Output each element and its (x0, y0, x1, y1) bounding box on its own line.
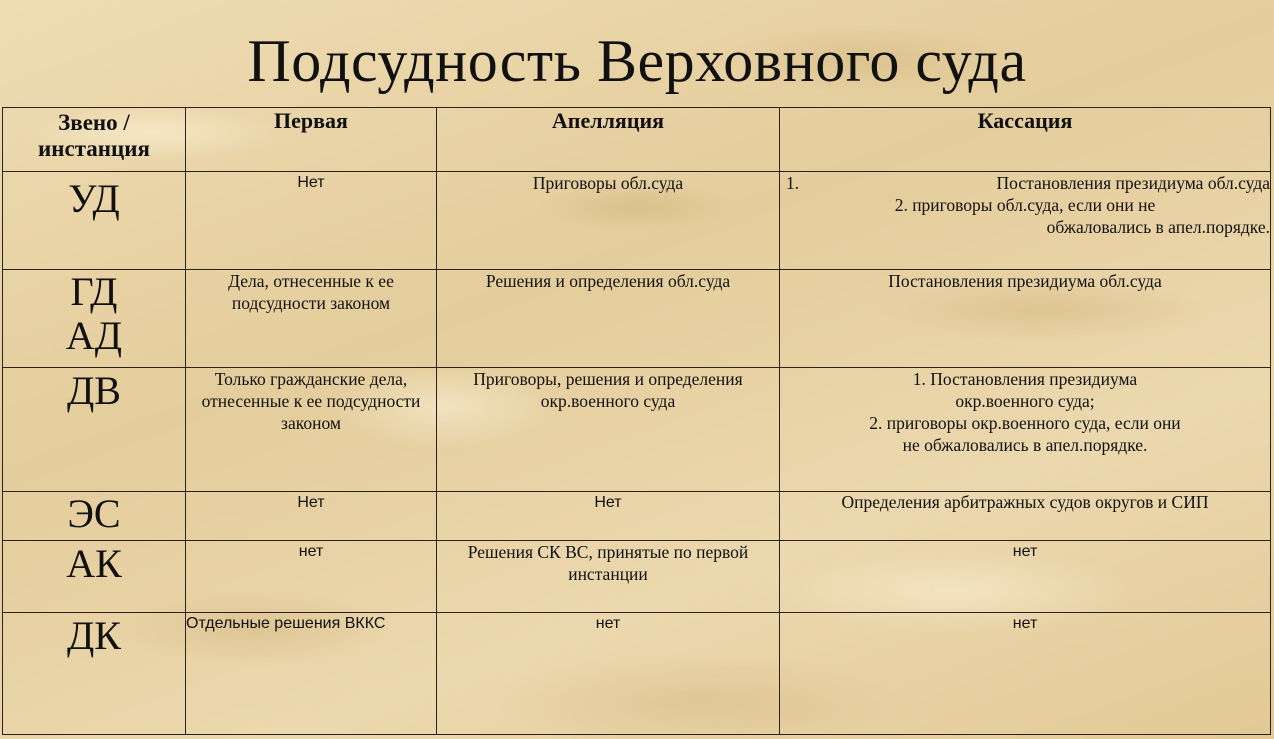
header-first: Первая (186, 108, 437, 172)
first-cell: нет (186, 541, 437, 613)
header-level-line1: Звено / (58, 110, 130, 135)
first-cell: Нет (186, 492, 437, 541)
header-level-line2: инстанция (38, 136, 150, 161)
table-row (3, 492, 1271, 541)
cassation-text: Постановления президиума обл.суда (996, 173, 1270, 193)
level-cell: ДВ (3, 368, 186, 492)
cassation-cell: Определения арбитражных судов округов и СИП (780, 492, 1271, 541)
level-cell: ДК (3, 613, 186, 735)
table-header-row (3, 108, 1271, 172)
appeal-cell: Приговоры, решения и определения окр.военного суда (437, 368, 780, 492)
header-cassation: Кассация (780, 108, 1271, 172)
level-cell: АК (3, 541, 186, 613)
level-cell (3, 270, 186, 368)
cassation-line: 2. приговоры окр.военного суда, если они (869, 413, 1181, 433)
cassation-line: 1. Постановления президиума (912, 369, 1138, 389)
cassation-cell: Постановления президиума обл.суда (780, 270, 1271, 368)
page-title: Подсудность Верховного суда (247, 28, 1027, 94)
jurisdiction-table (2, 107, 1271, 735)
first-cell: Только гражданские дела, отнесенные к ее подсудности законом (186, 368, 437, 492)
table-row (3, 270, 1271, 368)
appeal-cell: Решения и определения обл.суда (437, 270, 780, 368)
first-cell: Нет (186, 172, 437, 270)
appeal-cell: нет (437, 613, 780, 735)
header-level (3, 108, 186, 172)
appeal-cell: Решения СК ВС, принятые по первой инстанции (437, 541, 780, 613)
table-row (3, 541, 1271, 613)
level-cell: УД (3, 172, 186, 270)
table-row (3, 613, 1271, 735)
cassation-cell (780, 172, 1271, 270)
level-cell: ЭС (3, 492, 186, 541)
cassation-line: не обжаловались в апел.порядке. (902, 435, 1148, 455)
cassation-cell: нет (780, 541, 1271, 613)
table-row (3, 368, 1271, 492)
appeal-cell: Нет (437, 492, 780, 541)
cassation-number: 1. (786, 173, 800, 193)
cassation-line: обжаловались в апел.порядке. (1046, 217, 1270, 237)
cassation-line: 2. приговоры обл.суда, если они не (894, 195, 1156, 215)
header-appeal: Апелляция (437, 108, 780, 172)
first-cell: Отдельные решения ВККС (186, 613, 437, 735)
level-label: ГД (70, 269, 118, 314)
cassation-line: окр.военного суда; (955, 391, 1095, 411)
appeal-cell: Приговоры обл.суда (437, 172, 780, 270)
first-cell: Дела, отнесенные к ее подсудности законом (186, 270, 437, 368)
cassation-line (780, 172, 1270, 194)
level-label: АД (65, 313, 123, 358)
cassation-cell (780, 368, 1271, 492)
table-row (3, 172, 1271, 270)
cassation-cell: нет (780, 613, 1271, 735)
